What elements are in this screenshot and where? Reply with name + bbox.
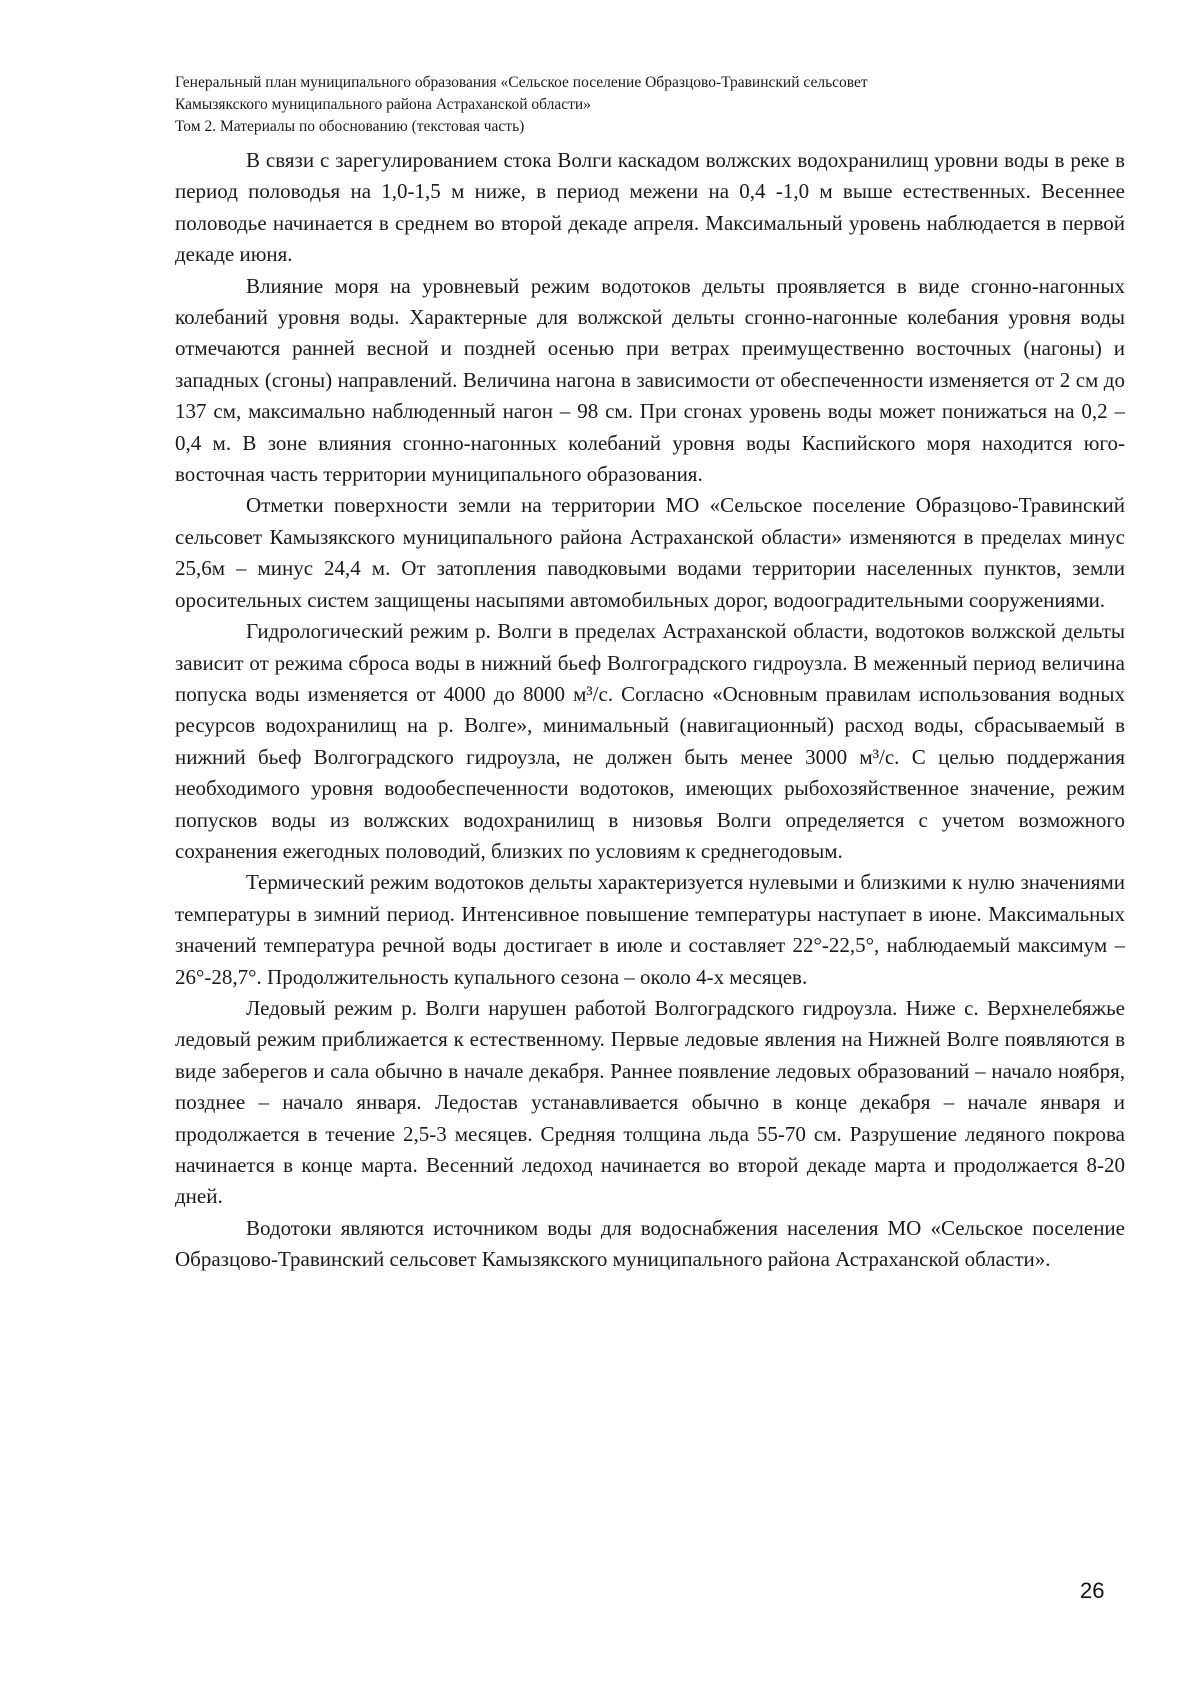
page-number: 26 [1080,1578,1105,1603]
paragraph-water-supply: Водотоки являются источником воды для водоснабжения населения МО «Сельское поселение Образцово-Травинский сельсовет Камызякского муниципального района Астраханской области». [175,1215,1125,1272]
document-header [175,72,1125,138]
document-body [175,145,1125,1276]
paragraph-surge-fluctuations: Влияние моря на уровневый режим водотоков дельты проявляется в виде сгонно-нагонных колебаний уровня воды. Характерные для волжской дельты сгонно-нагонные колебания уровня воды отмечаются ранней весной и поздней осенью при ветрах преимущественно восточных (нагоны) и западных (сгоны) направлений. Величина нагона в зависимости от обеспеченности изменяется от 2 см до 137 см, максимально наблюденный нагон – 98 см. При сгонах уровень воды может понижаться на 0,2 –0,4 м. В зоне влияния сгонно-нагонных колебаний уровня воды Каспийского моря находится юго-восточная часть территории муниципального образования. [175,273,1125,487]
paragraph-ground-elevation: Отметки поверхности земли на территории МО «Сельское поселение Образцово-Травинский сельсовет Камызякского муниципального района Астраханской области» изменяются в пределах минус 25,6м – минус 24,4 м. От затопления паводковыми водами территории населенных пунктов, земли оросительных систем защищены насыпями автомобильных дорог, водооградительными сооружениями. [175,493,1125,612]
header-title-line-1: Генеральный план муниципального образования «Сельское поселение Образцово-Травинский сельсовет [175,74,868,91]
paragraph-thermal-regime: Термический режим водотоков дельты характеризуется нулевыми и близкими к нулю значениями температуры в зимний период. Интенсивное повышение температуры наступает в июне. Максимальных значений температура речной воды достигает в июле и составляет 22°-22,5°, наблюдаемый максимум – 26°-28,7°. Продолжительность купального сезона – около 4-х месяцев. [175,870,1125,989]
header-title-line-2: Камызякского муниципального района Астраханской области» [175,96,591,113]
paragraph-hydrological-regime: Гидрологический режим р. Волги в пределах Астраханской области, водотоков волжской дельты зависит от режима сброса воды в нижний бьеф Волгоградского гидроузла. В меженный период величина попуска воды изменяется от 4000 до 8000 м³/с. Согласно «Основным правилам использования водных ресурсов водохранилищ на р. Волге», минимальный (навигационный) расход воды, сбрасываемый в нижний бьеф Волгоградского гидроузла, не должен быть менее 3000 м³/с. С целью поддержания необходимого уровня водообеспеченности водотоков, имеющих рыбохозяйственное значение, режим попусков воды из волжских водохранилищ в низовья Волги определяется с учетом возможного сохранения ежегодных половодий, близких по условиям к среднегодовым. [175,619,1125,863]
paragraph-volga-water-levels: В связи с зарегулированием стока Волги каскадом волжских водохранилищ уровни воды в реке в период половодья на 1,0-1,5 м ниже, в период межени на 0,4 -1,0 м выше естественных. Весеннее половодье начинается в среднем во второй декаде апреля. Максимальный уровень наблюдается в первой декаде июня. [175,148,1125,267]
paragraph-ice-regime: Ледовый режим р. Волги нарушен работой Волгоградского гидроузла. Ниже с. Верхнелебяжье ледовый режим приближается к естественному. Первые ледовые явления на Нижней Волге появляются в виде заберегов и сала обычно в начале декабря. Раннее появление ледовых образований – начало ноября, позднее – начало января. Ледостав устанавливается обычно в конце декабря – начале января и продолжается в течение 2,5-3 месяцев. Средняя толщина льда 55-70 см. Разрушение ледяного покрова начинается в конце марта. Весенний ледоход начинается во второй декаде марта и продолжается 8-20 дней. [175,995,1125,1209]
header-volume-line: Том 2. Материалы по обоснованию (текстовая часть) [175,118,525,135]
